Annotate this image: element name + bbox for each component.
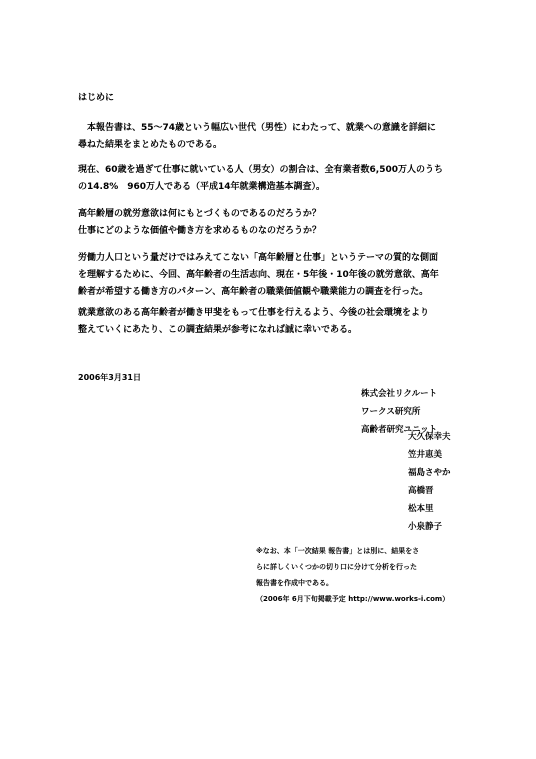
member-name: 松本里 bbox=[408, 504, 434, 514]
stats-line: 現在、60歳を過ぎて仕事に就いている人（男女）の割合は、全有業者数6,500万人のうち bbox=[78, 165, 443, 175]
closing-line: 整えていくにあたり、この調査結果が参考になれば誠に幸いである。 bbox=[78, 325, 358, 335]
organization-line: 株式会社リクルート bbox=[361, 389, 438, 399]
purpose-line: 齢者が希望する働き方のパターン、高年齢者の職業価値観や職業能力の調査を行った。 bbox=[78, 287, 429, 297]
purpose-line: を理解するために、今回、高年齢者の生活志向、現在・5年後・10年後の就労意欲、高年 bbox=[78, 270, 439, 280]
closing-paragraph bbox=[78, 305, 429, 339]
footnote-line: 報告書を作成中である。 bbox=[256, 579, 333, 587]
member-name: 小泉静子 bbox=[408, 522, 443, 532]
footnote-line: らに詳しくいくつかの切り口に分けて分析を行った bbox=[256, 563, 417, 571]
footnote-line: （2006年 6月下旬掲載予定 http://www.works-i.com） bbox=[256, 595, 450, 603]
question-line: 仕事にどのような価値や働き方を求めるものなのだろうか？ bbox=[78, 226, 322, 236]
member-name: 高橋晋 bbox=[408, 486, 434, 496]
document-date: 2006年3月31日 bbox=[78, 373, 141, 382]
member-list bbox=[408, 428, 451, 536]
footnote bbox=[256, 543, 449, 607]
purpose-line: 労働力人口という量だけではみえてこない「高年齢層と仕事」というテーマの質的な側面 bbox=[78, 253, 439, 263]
member-name: 笠井恵美 bbox=[408, 450, 443, 460]
stats-line: の14.8% 960万人である（平成14年就業構造基本調査）。 bbox=[78, 182, 326, 192]
member-name: 福島さやか bbox=[408, 468, 451, 478]
closing-line: 就業意欲のある高年齢者が働き甲斐をもって仕事を行えるよう、今後の社会環境をより bbox=[78, 308, 430, 318]
organization-line: 高齢者研究ユニット bbox=[361, 425, 438, 435]
question-line: 高年齢層の就労意欲は何にもとづくものであるのだろうか？ bbox=[78, 209, 321, 219]
page-heading: はじめに bbox=[78, 93, 115, 103]
organization-line: ワークス研究所 bbox=[361, 407, 421, 417]
member-name: 大久保幸夫 bbox=[408, 432, 451, 442]
intro-paragraph bbox=[78, 120, 436, 154]
footnote-line: ※なお、本「一次結果 報告書」とは別に、結果をさ bbox=[256, 547, 420, 555]
purpose-paragraph bbox=[78, 250, 439, 301]
stats-paragraph bbox=[78, 162, 443, 196]
intro-line: 本報告書は、55～74歳という幅広い世代（男性）にわたって、就業への意識を詳細に bbox=[78, 123, 436, 133]
questions-paragraph bbox=[78, 206, 321, 240]
intro-line: 尋ねた結果をまとめたものである。 bbox=[78, 140, 223, 150]
